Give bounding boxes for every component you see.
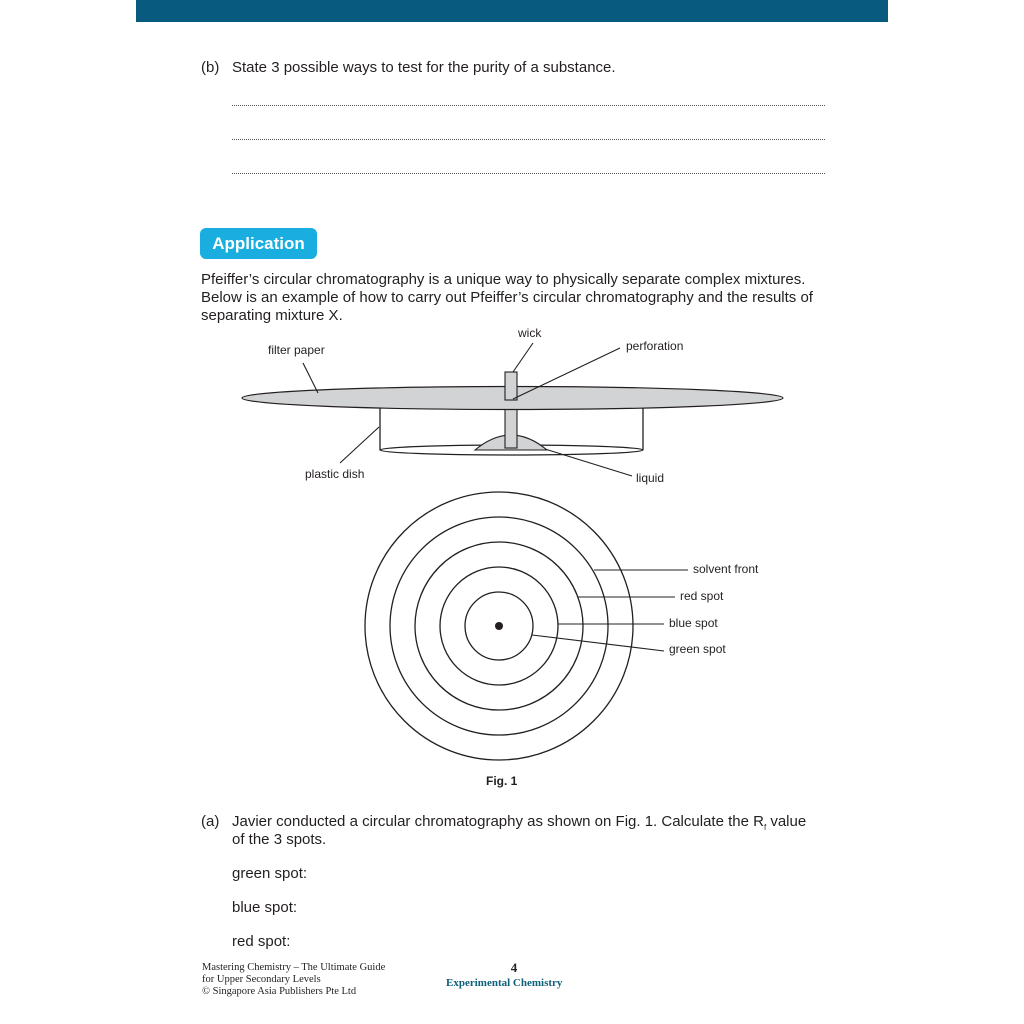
question-b-text: State 3 possible ways to test for the purity of a substance. [232,59,616,76]
label-green-spot: green spot [669,642,726,656]
label-filter-paper: filter paper [268,343,325,357]
label-plastic-dish: plastic dish [305,467,365,481]
answer-red-spot: red spot: [232,933,291,950]
question-a-label: (a) [201,813,220,830]
chapter-title: Experimental Chemistry [446,977,563,989]
question-b-label: (b) [201,59,220,76]
figure-caption: Fig. 1 [486,774,518,788]
wick-lower [505,408,517,448]
footer-book-line1: Mastering Chemistry – The Ultimate Guide [202,962,386,973]
answer-green-spot: green spot: [232,865,308,882]
question-a-text: Javier conducted a circular chromatography as shown on Fig. 1. Calculate the $R_f$ value [232,813,807,832]
footer-copyright: © Singapore Asia Publishers Pte Ltd [202,986,357,997]
label-perforation: perforation [626,339,684,353]
answer-blue-spot: blue spot: [232,899,298,916]
apparatus-diagram [242,326,783,485]
center-dot [495,622,503,630]
label-solvent-front: solvent front [693,562,759,576]
label-blue-spot: blue spot [669,616,718,630]
label-liquid: liquid [636,471,665,485]
footer-book-info [202,962,385,998]
page-number: 4 [510,960,518,975]
chromatogram [365,492,688,760]
label-wick: wick [518,326,542,340]
application-badge: Application [200,228,317,259]
footer-book-line2: for Upper Secondary Levels [202,974,321,985]
question-a-text-line2: of the 3 spots. [232,831,327,848]
wick-upper [505,372,517,400]
intro-paragraph: Pfeiffer’s circular chromatography is a unique way to physically separate complex mixtures. Below is an example of how to carry out Pfeiffer’s circular chromatography and the results of separating mixture X. [201,271,813,324]
label-red-spot: red spot [680,589,724,603]
